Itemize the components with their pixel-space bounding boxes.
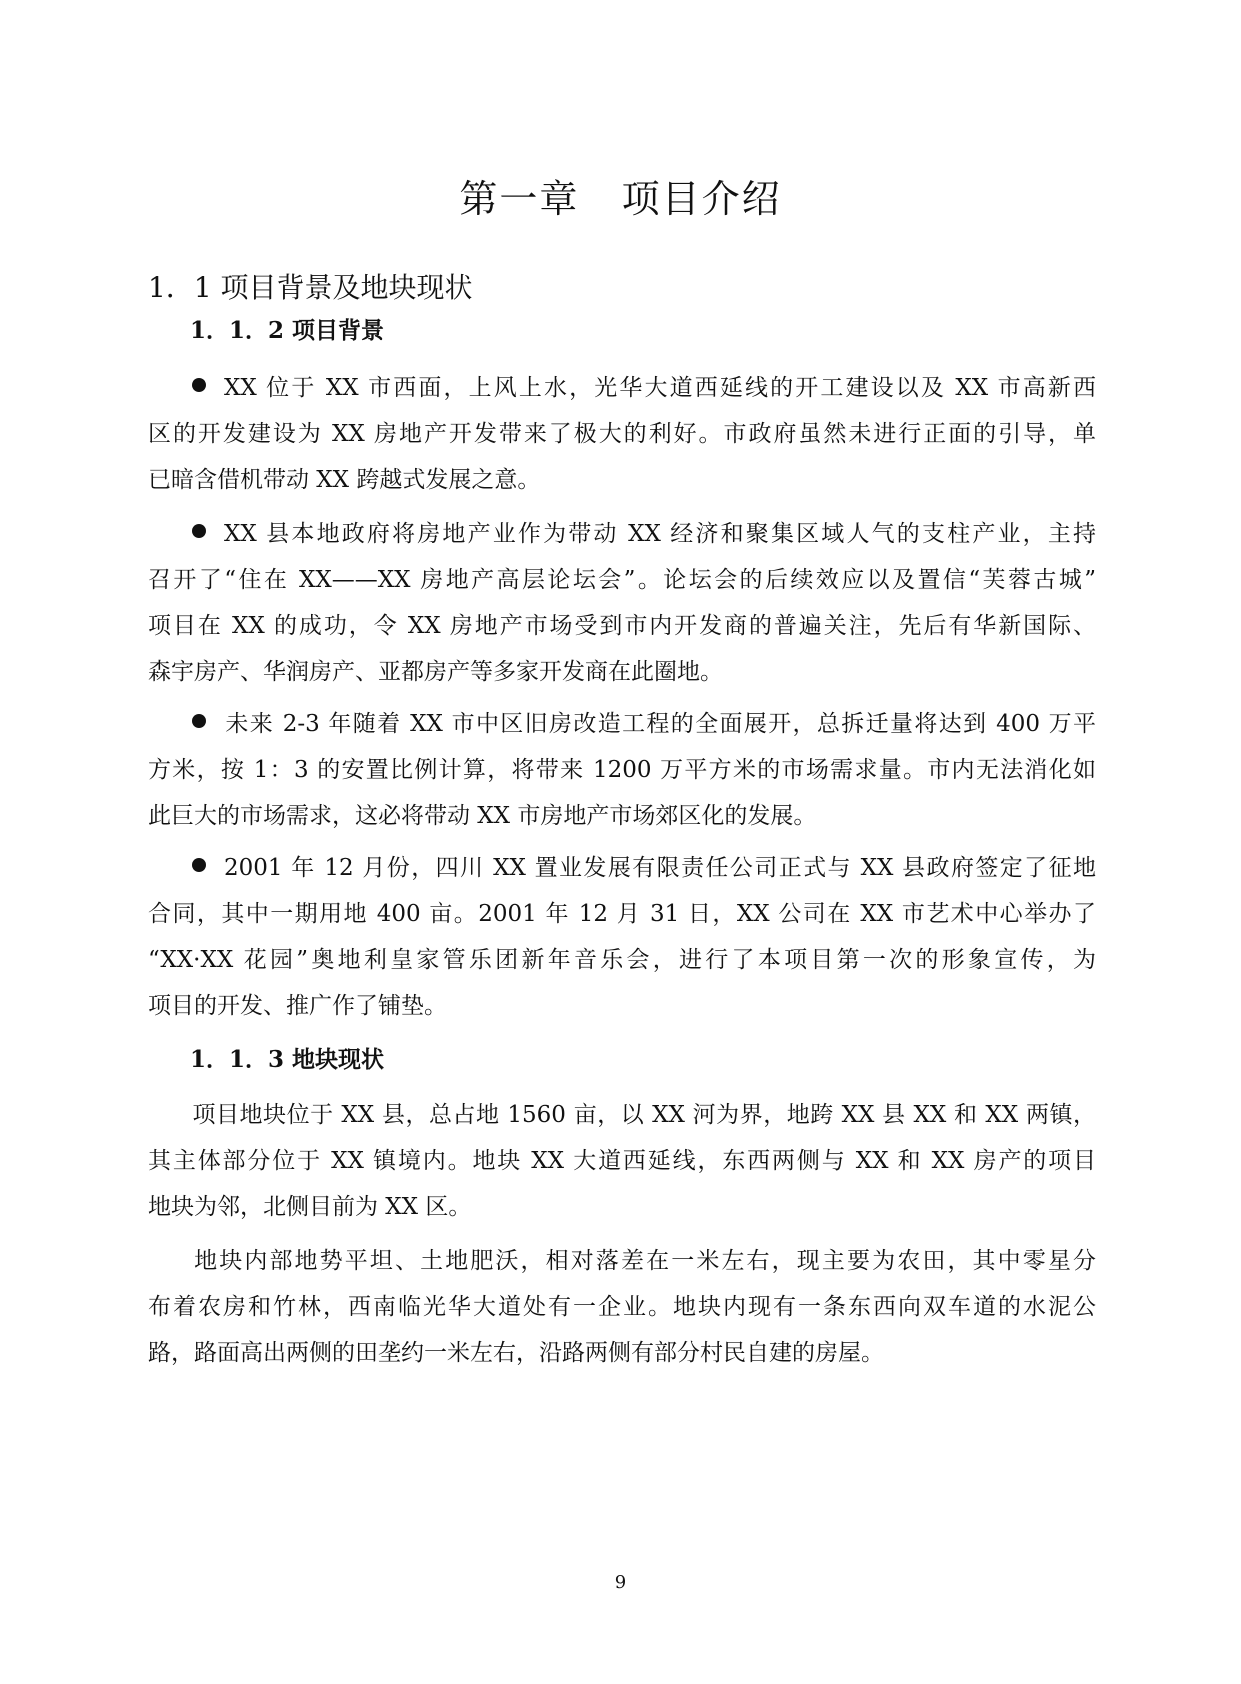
paragraph-line: XX 位于 XX 市西面，上风上水，光华大道西延线的开工建设以及 XX 市高新西 [148,365,1096,411]
paragraph-line: 项目的开发、推广作了铺垫。 [148,993,447,1019]
paragraph-line: 合同，其中一期用地 400 亩。2001 年 12 月 31 日，XX 公司在 XX 市艺术中心举办了 [148,901,1096,927]
paragraph-line: 路，路面高出两侧的田垄约一米左右，沿路两侧有部分村民自建的房屋。 [148,1340,884,1366]
section-heading-1-1: 1．1 项目背景及地块现状 [148,271,473,304]
bullet-icon [192,858,206,872]
paragraph-line: 项目在 XX 的成功，令 XX 房地产市场受到市内开发商的普遍关注，先后有华新国际、 [148,613,1096,639]
paragraph-line: XX 县本地政府将房地产业作为带动 XX 经济和聚集区域人气的支柱产业，主持 [148,511,1096,557]
paragraph-line: 其主体部分位于 XX 镇境内。地块 XX 大道西延线，东西两侧与 XX 和 XX 房产的项目 [148,1148,1096,1174]
paragraph-line: 已暗含借机带动 XX 跨越式发展之意。 [148,467,541,493]
paragraph-line: 召开了“住在 XX——XX 房地产高层论坛会”。论坛会的后续效应以及置信“芙蓉古城” [148,567,1096,593]
subsection-heading-1-1-2: 1．1．2 项目背景 [190,317,385,344]
bullet-paragraph-3 [148,701,1096,839]
bullet-paragraph-2 [148,511,1096,695]
paragraph-line: 方米，按 1：3 的安置比例计算，将带来 1200 万平方米的市场需求量。市内无法消化如 [148,757,1096,783]
paragraph-line: 2001 年 12 月份，四川 XX 置业发展有限责任公司正式与 XX 县政府签定了征地 [148,845,1096,891]
paragraph-line: 地块内部地势平坦、土地肥沃，相对落差在一米左右，现主要为农田，其中零星分 [192,1248,1096,1274]
bullet-icon [192,714,206,728]
subsection-heading-1-1-3: 1．1．3 地块现状 [190,1046,385,1073]
paragraph-line: 此巨大的市场需求，这必将带动 XX 市房地产市场郊区化的发展。 [148,803,817,829]
paragraph-line: 森宇房产、华润房产、亚都房产等多家开发商在此圈地。 [148,659,723,685]
bullet-icon [192,524,206,538]
page-number: 9 [614,1572,627,1593]
paragraph-line: 项目地块位于 XX 县，总占地 1560 亩，以 XX 河为界，地跨 XX 县 XX 和 XX 两镇， [192,1102,1096,1128]
paragraph-line: 未来 2-3 年随着 XX 市中区旧房改造工程的全面展开，总拆迁量将达到 400 万平 [148,701,1096,747]
paragraph-line: “XX·XX 花园”奥地利皇家管乐团新年音乐会，进行了本项目第一次的形象宣传，为 [148,947,1096,973]
site-paragraph-1 [148,1092,1096,1230]
site-paragraph-2 [148,1238,1096,1376]
bullet-paragraph-1 [148,365,1096,503]
chapter-title: 第一章 项目介绍 [459,177,782,221]
bullet-icon [192,378,206,392]
paragraph-line: 区的开发建设为 XX 房地产开发带来了极大的利好。市政府虽然未进行正面的引导，单 [148,421,1096,447]
paragraph-line: 布着农房和竹林，西南临光华大道处有一企业。地块内现有一条东西向双车道的水泥公 [148,1294,1096,1320]
paragraph-line: 地块为邻，北侧目前为 XX 区。 [148,1194,472,1220]
bullet-paragraph-4 [148,845,1096,1029]
